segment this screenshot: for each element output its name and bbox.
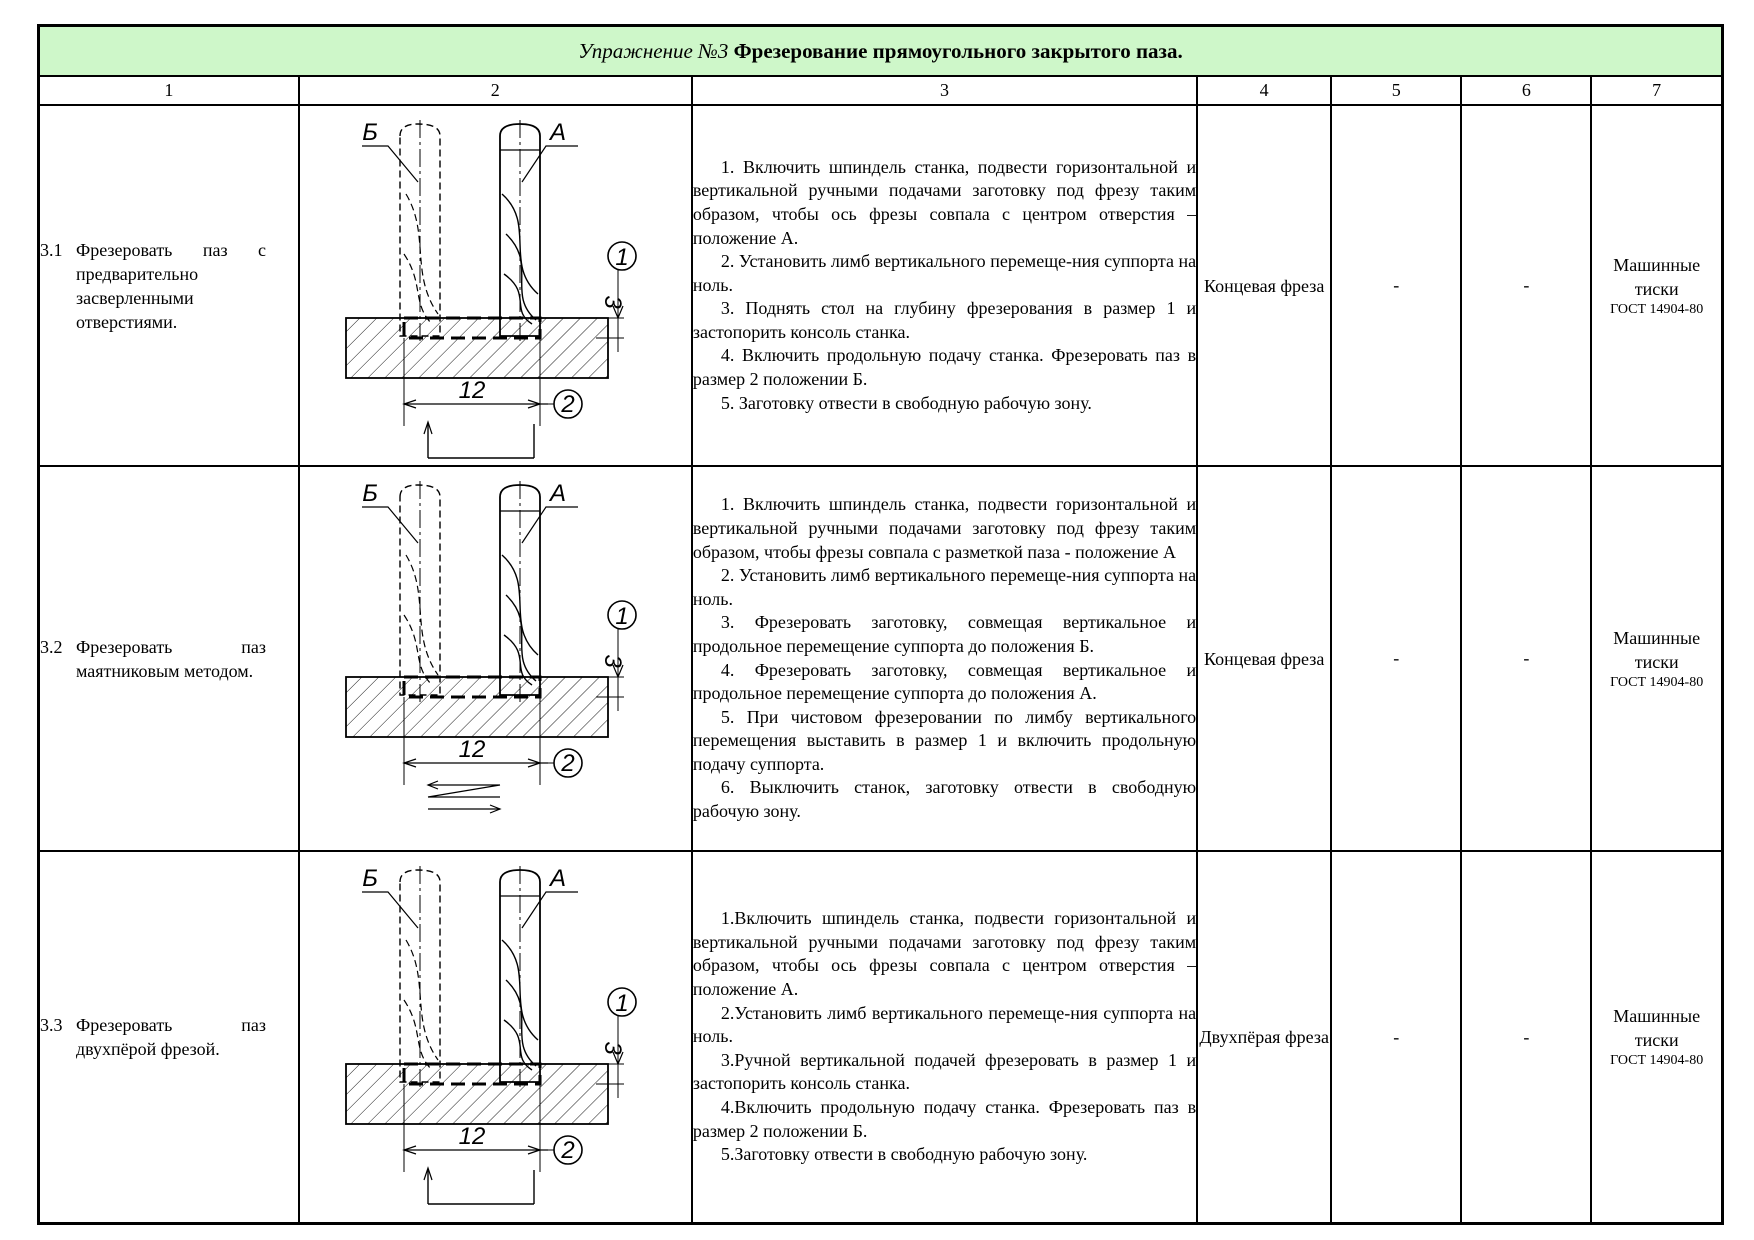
column-number: 4: [1197, 76, 1331, 105]
width-dim-label: 12: [458, 1123, 485, 1150]
label-b: Б: [361, 865, 378, 892]
callout-2-label: 2: [560, 391, 575, 418]
leader-b: [362, 507, 418, 543]
tool-cell: Двухпёрая фреза: [1197, 851, 1331, 1224]
exercise-number: Упражнение №3: [578, 38, 729, 63]
column-number: 2: [299, 76, 692, 105]
sketch-cell: [299, 851, 692, 1224]
workpiece-block: [346, 1064, 608, 1124]
fixture-standard: ГОСТ 14904-80: [1610, 674, 1704, 690]
fixture-standard: ГОСТ 14904-80: [1610, 301, 1704, 317]
instruction-line: 2. Установить лимб вертикального перемеще-ния суппорта на ноль.: [692, 251, 1197, 295]
col6-cell: -: [1461, 466, 1591, 851]
column-number: 1: [39, 76, 299, 105]
step-cell: [39, 466, 299, 851]
instruction-line: 2. Установить лимб вертикального перемеще-ния суппорта на ноль.: [692, 565, 1197, 609]
cutter-b-flute: [404, 615, 432, 685]
instruction-line: 5. При чистовом фрезеровании по лимбу вертикального перемещения выставить в размер 1 и включить продольную подачу суппорта.: [692, 706, 1197, 774]
col5-cell: -: [1331, 466, 1461, 851]
instruction-line: 4.Включить продольную подачу станка. Фрезеровать паз в размер 2 положении Б.: [692, 1096, 1197, 1141]
instruction-line: 5.Заготовку отвести в свободную рабочую зону.: [720, 1144, 1088, 1165]
step-number: 3.3: [40, 1015, 63, 1035]
leader-a: [522, 507, 578, 543]
title-row: [39, 26, 1723, 77]
exercise-title: [39, 26, 1723, 77]
workpiece-block: [346, 677, 608, 737]
col6-cell: -: [1461, 851, 1591, 1224]
width-dim-label: 12: [458, 736, 485, 763]
callout-1-label: 1: [614, 244, 629, 271]
sketch-cell: [299, 105, 692, 466]
instruction-line: 5. Заготовку отвести в свободную рабочую зону.: [720, 392, 1092, 413]
workpiece-block: [346, 318, 608, 378]
column-number: 5: [1331, 76, 1461, 105]
column-number: 6: [1461, 76, 1591, 105]
label-a: А: [549, 119, 566, 146]
milling-sketch: [300, 106, 693, 465]
depth-dim-label: 3: [598, 295, 626, 309]
instruction-cell: [692, 466, 1197, 851]
step-cell: [39, 851, 299, 1224]
instruction-line: 4. Фрезеровать заготовку, совмещая вертикальное и продольное перемещение суппорта до положения А.: [692, 659, 1197, 704]
leader-a: [522, 892, 578, 928]
step-title: Фрезеровать паз двухпёрой фрезой.: [76, 1015, 266, 1059]
leader-b: [362, 146, 418, 182]
depth-dim-label: 3: [598, 1041, 626, 1055]
milling-sketch: [300, 852, 693, 1222]
label-a: А: [549, 865, 566, 892]
label-b: Б: [361, 119, 378, 146]
leader-a: [522, 146, 578, 182]
fixture-standard: ГОСТ 14904-80: [1610, 1053, 1704, 1068]
pendulum-motion-path: [428, 785, 500, 809]
instruction-line: 1.Включить шпиндель станка, подвести горизонтальной и вертикальной ручными подачами заготовку под фрезу таким образом, чтобы ось фрезы совпала с центром отверстия – положение А.: [692, 908, 1197, 1000]
col5-cell: -: [1331, 105, 1461, 466]
cutter-b-flute: [406, 940, 438, 1060]
instruction-line: 4. Включить продольную подачу станка. Фрезеровать паз в размер 2 положении Б.: [692, 345, 1197, 390]
callout-2-label: 2: [560, 1137, 575, 1164]
instruction-line: 3. Фрезеровать заготовку, совмещая вертикальное и продольное перемещение суппорта до положения Б.: [692, 612, 1197, 656]
instruction-line: 1. Включить шпиндель станка, подвести горизонтальной и вертикальной ручными подачами заготовку под фрезу таким образом, чтобы фрезы совпала с разметкой паза - положение А: [692, 494, 1197, 562]
width-dim-label: 12: [458, 377, 485, 404]
table-row: [39, 105, 1723, 466]
step-number: 3.2: [40, 636, 63, 657]
fixture-name: Машинные тиски: [1613, 254, 1701, 299]
label-b: Б: [361, 480, 378, 507]
step-title: Фрезеровать паз маятниковым методом.: [76, 636, 266, 681]
cutter-b-flute: [406, 555, 438, 675]
depth-dim-label: 3: [598, 654, 626, 668]
callout-2-label: 2: [560, 750, 575, 777]
operations-table: [37, 24, 1724, 1225]
sketch-cell: [299, 466, 692, 851]
fixture-cell: [1591, 466, 1722, 851]
instruction-cell: [692, 851, 1197, 1224]
fixture-cell: [1591, 105, 1722, 466]
tool-cell: Концевая фреза: [1197, 105, 1331, 466]
cutter-b-flute: [406, 194, 438, 314]
column-number: 7: [1591, 76, 1722, 105]
col5-cell: -: [1331, 851, 1461, 1224]
step-cell: [39, 105, 299, 466]
instruction-line: 3.Ручной вертикальной подачей фрезеровать в размер 1 и застопорить консоль станка.: [692, 1049, 1197, 1094]
fixture-name: Машинные тиски: [1613, 627, 1701, 672]
instruction-line: 3. Поднять стол на глубину фрезерования в размер 1 и застопорить консоль станка.: [692, 298, 1197, 342]
callout-1-label: 1: [614, 603, 629, 630]
callout-1-label: 1: [614, 990, 629, 1017]
exercise-name: Фрезерование прямоугольного закрытого паза.: [733, 38, 1183, 63]
milling-sketch: [300, 467, 693, 850]
column-number: 3: [692, 76, 1197, 105]
table-row: [39, 466, 1723, 851]
instruction-cell: [692, 105, 1197, 466]
cutter-b-flute: [404, 254, 432, 324]
column-number-row: [39, 76, 1723, 105]
col6-cell: -: [1461, 105, 1591, 466]
instruction-line: 1. Включить шпиндель станка, подвести горизонтальной и вертикальной ручными подачами заготовку под фрезу таким образом, чтобы ось фрезы совпала с центром отверстия – положение А.: [692, 156, 1197, 248]
instruction-line: 6. Выключить станок, заготовку отвести в свободную рабочую зону.: [692, 777, 1197, 822]
label-a: А: [549, 480, 566, 507]
instruction-line: 2.Установить лимб вертикального перемеще-ния суппорта на ноль.: [692, 1002, 1197, 1047]
step-title: Фрезеровать паз с предварительно засверленными отверстиями.: [76, 239, 266, 332]
fixture-name: Машинные тиски: [1613, 1006, 1701, 1050]
fixture-cell: [1591, 851, 1722, 1224]
tool-cell: Концевая фреза: [1197, 466, 1331, 851]
cutter-b-flute: [404, 1000, 432, 1070]
table-row: [39, 851, 1723, 1224]
step-number: 3.1: [40, 239, 63, 260]
leader-b: [362, 892, 418, 928]
